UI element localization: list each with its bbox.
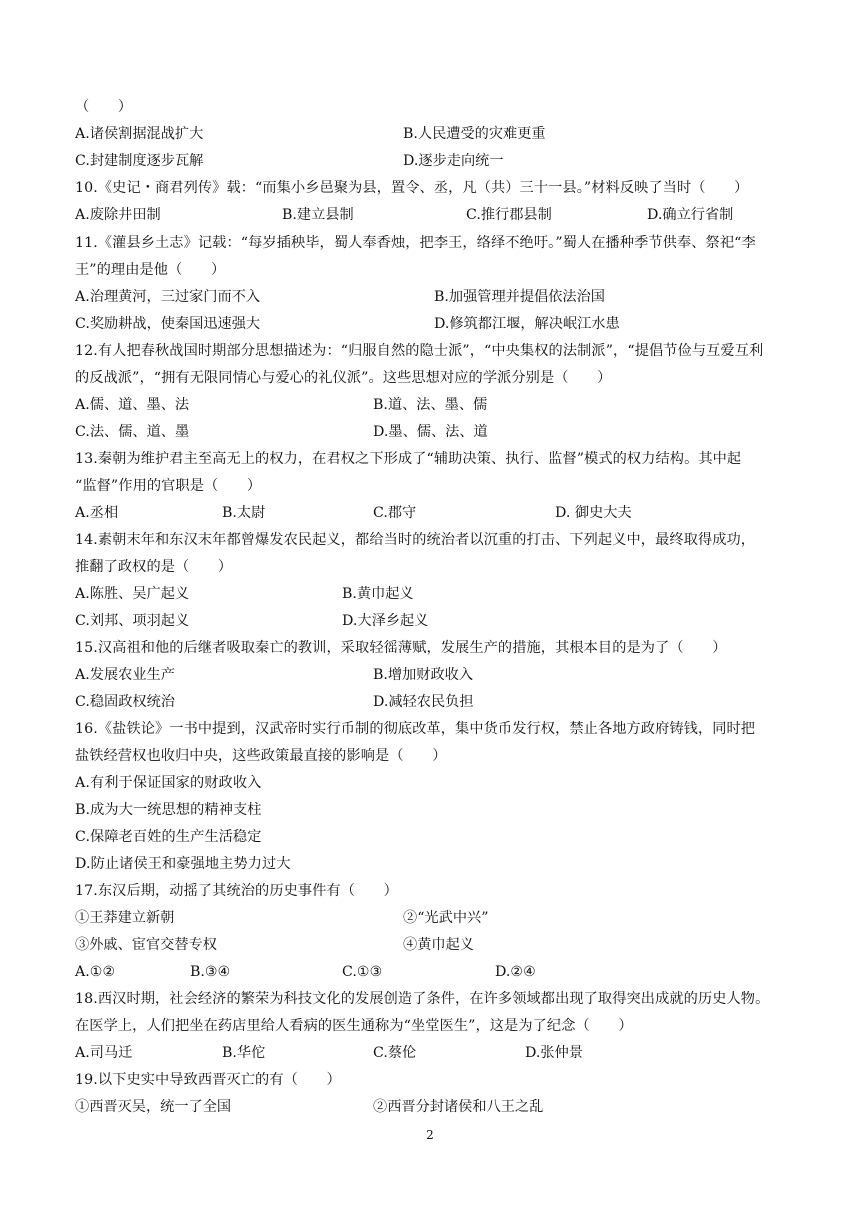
question-14-stem-line2: 推翻了政权的是（ ） <box>75 559 233 575</box>
question-17-item-4: ④黄巾起义 <box>403 937 474 953</box>
question-17-option-c: C.①③ <box>342 964 383 980</box>
question-15-option-a: A.发展农业生产 <box>75 667 175 683</box>
question-11-option-b: B.加强管理并提倡依法治国 <box>434 289 605 305</box>
question-10-option-a: A.废除井田制 <box>75 207 161 223</box>
question-16-option-d: D.防止诸侯王和豪强地主势力过大 <box>75 856 291 872</box>
question-18-option-b: B.华佗 <box>222 1045 266 1061</box>
question-18-option-c: C.蔡伦 <box>373 1045 417 1061</box>
question-19-item-2: ②西晋分封诸侯和八王之乱 <box>373 1099 544 1115</box>
question-11-stem-line2: 王”的理由是他（ ） <box>75 262 226 278</box>
question-16-stem-line2: 盐铁经营权也收归中央，这些政策最直接的影响是（ ） <box>75 748 447 764</box>
question-15-option-d: D.减轻农民负担 <box>373 694 474 710</box>
question-10-option-d: D.确立行省制 <box>647 207 734 223</box>
question-9-option-d: D.逐步走向统一 <box>403 153 504 169</box>
question-17-option-d: D.②④ <box>495 964 536 980</box>
question-17-item-3: ③外戚、宦官交替专权 <box>75 937 217 953</box>
question-15-option-c: C.稳固政权统治 <box>75 694 175 710</box>
question-9-option-a: A.诸侯割据混战扩大 <box>75 126 204 142</box>
question-11-option-a: A.治理黄河，三过家门而不入 <box>75 289 261 305</box>
question-17-item-1: ①王莽建立新朝 <box>75 910 175 926</box>
question-18-option-a: A.司马迁 <box>75 1045 133 1061</box>
question-9-answer-paren: （ ） <box>75 99 133 115</box>
question-12-option-a: A.儒、道、墨、法 <box>75 397 190 413</box>
question-12-stem-line2: 的反战派”，“拥有无限同情心与爱心的礼仪派”。这些思想对应的学派分别是（ ） <box>75 370 612 386</box>
question-9-option-c: C.封建制度逐步瓦解 <box>75 153 204 169</box>
question-16-option-c: C.保障老百姓的生产生活稳定 <box>75 829 262 845</box>
question-12-stem-line1: 12.有人把春秋战国时期部分思想描述为：“归服自然的隐士派”，“中央集权的法制派”，“提倡节俭与互爱互利 <box>75 343 764 359</box>
question-19-stem: 19.以下史实中导致西晋灭亡的有（ ） <box>75 1072 341 1088</box>
question-10-option-b: B.建立县制 <box>282 207 354 223</box>
question-16-option-a: A.有利于保证国家的财政收入 <box>75 775 262 791</box>
question-9-option-b: B.人民遭受的灾难更重 <box>403 126 546 142</box>
question-16-option-b: B.成为大一统思想的精神支柱 <box>75 802 262 818</box>
question-18-stem-line1: 18.西汉时期，社会经济的繁荣为科技文化的发展创造了条件，在许多领域都出现了取得突出成就的历史人物。 <box>75 991 770 1007</box>
question-17-option-b: B.③④ <box>190 964 231 980</box>
question-13-option-c: C.郡守 <box>373 505 417 521</box>
question-14-option-d: D.大泽乡起义 <box>342 613 429 629</box>
question-12-option-b: B.道、法、墨、儒 <box>373 397 488 413</box>
page-number: 2 <box>426 1128 434 1142</box>
question-13-option-b: B.太尉 <box>222 505 266 521</box>
question-10-option-c: C.推行郡县制 <box>466 207 552 223</box>
question-11-option-d: D.修筑都江堰，解决岷江水患 <box>434 316 620 332</box>
question-17-item-2: ②“光武中兴” <box>403 910 489 926</box>
question-18-stem-line2: 在医学上，人们把坐在药店里给人看病的医生通称为“坐堂医生”，这是为了纪念（ ） <box>75 1018 633 1034</box>
question-12-option-d: D.墨、儒、法、道 <box>373 424 488 440</box>
question-11-stem-line1: 11.《灌县乡土志》记载：“每岁插秧毕，蜀人奉香烛，把李王，络绎不绝吁。”蜀人在播种季节供奉、祭祀“李 <box>75 235 756 251</box>
question-13-stem-line2: “监督”作用的官职是（ ） <box>75 478 262 494</box>
question-13-stem-line1: 13.秦朝为维护君主至高无上的权力，在君权之下形成了“辅助决策、执行、监督”模式的权力结构。其中起 <box>75 451 742 467</box>
question-16-stem-line1: 16.《盐铁论》一书中提到，汉武帝时实行币制的彻底改革，集中货币发行权，禁止各地方政府铸钱，同时把 <box>75 721 756 737</box>
question-18-option-d: D.张仲景 <box>525 1045 583 1061</box>
question-17-option-a: A.①② <box>75 964 116 980</box>
question-14-option-c: C.刘邦、项羽起义 <box>75 613 190 629</box>
question-14-option-a: A.陈胜、吴广起义 <box>75 586 190 602</box>
question-19-item-1: ①西晋灭吴，统一了全国 <box>75 1099 232 1115</box>
question-12-option-c: C.法、儒、道、墨 <box>75 424 190 440</box>
question-15-stem: 15.汉高祖和他的后继者吸取秦亡的教训，采取轻徭薄赋，发展生产的措施，其根本目的是为了（ ） <box>75 640 727 656</box>
question-14-option-b: B.黄巾起义 <box>342 586 414 602</box>
question-10-stem: 10.《史记・商君列传》载：“而集小乡邑聚为县，置令、丞，凡（共）三十一县。”材料反映了当时（ ） <box>75 180 749 196</box>
question-13-option-d: D. 御史大夫 <box>555 505 632 521</box>
question-15-option-b: B.增加财政收入 <box>373 667 474 683</box>
question-17-stem: 17.东汉后期，动摇了其统治的历史事件有（ ） <box>75 883 398 899</box>
question-14-stem-line1: 14.素朝末年和东汉末年都曾爆发农民起义，都给当时的统治者以沉重的打击、下列起义中，最终取得成功， <box>75 532 756 548</box>
question-13-option-a: A.丞相 <box>75 505 119 521</box>
question-11-option-c: C.奖励耕战，使秦国迅速强大 <box>75 316 261 332</box>
